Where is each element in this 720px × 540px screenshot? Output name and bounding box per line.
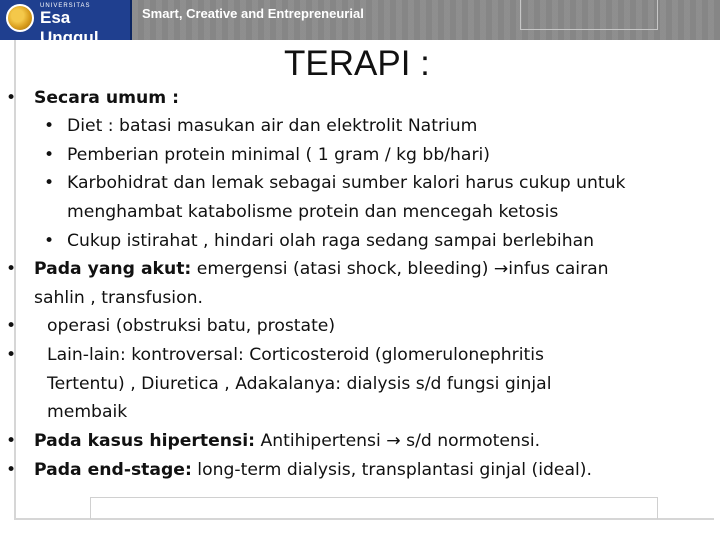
bullet-icon: •	[44, 116, 55, 136]
arrow-right-icon: →	[493, 259, 509, 279]
operasi-text: operasi (obstruksi batu, prostate)	[47, 316, 336, 336]
bullet-icon: •	[44, 231, 55, 251]
bullet-icon: •	[6, 431, 17, 451]
akut-line: Pada yang akut: emergensi (atasi shock, bleeding) →infus cairan	[34, 259, 609, 279]
umum-label: Secara umum :	[34, 88, 180, 108]
bullet-icon: •	[6, 345, 17, 365]
bullet-icon: •	[6, 460, 17, 480]
endstage-line: Pada end-stage: long-term dialysis, transplantasi ginjal (ideal).	[34, 460, 592, 480]
bullet-icon: •	[6, 316, 17, 336]
lain-text-1: Lain-lain: kontroversal: Corticosteroid (glomerulonephritis	[47, 345, 544, 365]
lain-text-3: membaik	[47, 402, 128, 422]
logo-small-text: UNIVERSITAS	[40, 3, 91, 9]
header-tagline: Smart, Creative and Entrepreneurial	[142, 6, 364, 21]
bullet-icon: •	[44, 173, 55, 193]
arrow-right-icon: →	[386, 431, 401, 451]
slide-title: TERAPI :	[284, 44, 430, 83]
akut-line-2: sahlin , transfusion.	[34, 288, 203, 308]
bullet-icon: •	[44, 145, 55, 165]
hipertensi-line: Pada kasus hipertensi: Antihipertensi → s/d normotensi.	[34, 431, 541, 451]
lain-text-2: Tertentu) , Diuretica , Adakalanya: dialysis s/d fungsi ginjal	[47, 374, 552, 394]
protein-text: Pemberian protein minimal ( 1 gram / kg bb/hari)	[67, 145, 490, 165]
karbo-text-2: menghambat katabolisme protein dan mencegah ketosis	[67, 202, 559, 222]
diet-text: Diet : batasi masukan air dan elektrolit Natrium	[67, 116, 478, 136]
bullet-icon: •	[6, 259, 17, 279]
karbo-text-1: Karbohidrat dan lemak sebagai sumber kalori harus cukup untuk	[67, 173, 626, 193]
istirahat-text: Cukup istirahat , hindari olah raga sedang sampai berlebihan	[67, 231, 595, 251]
bullet-icon: •	[6, 88, 17, 108]
logo-text: Esa Unggul	[40, 8, 99, 47]
